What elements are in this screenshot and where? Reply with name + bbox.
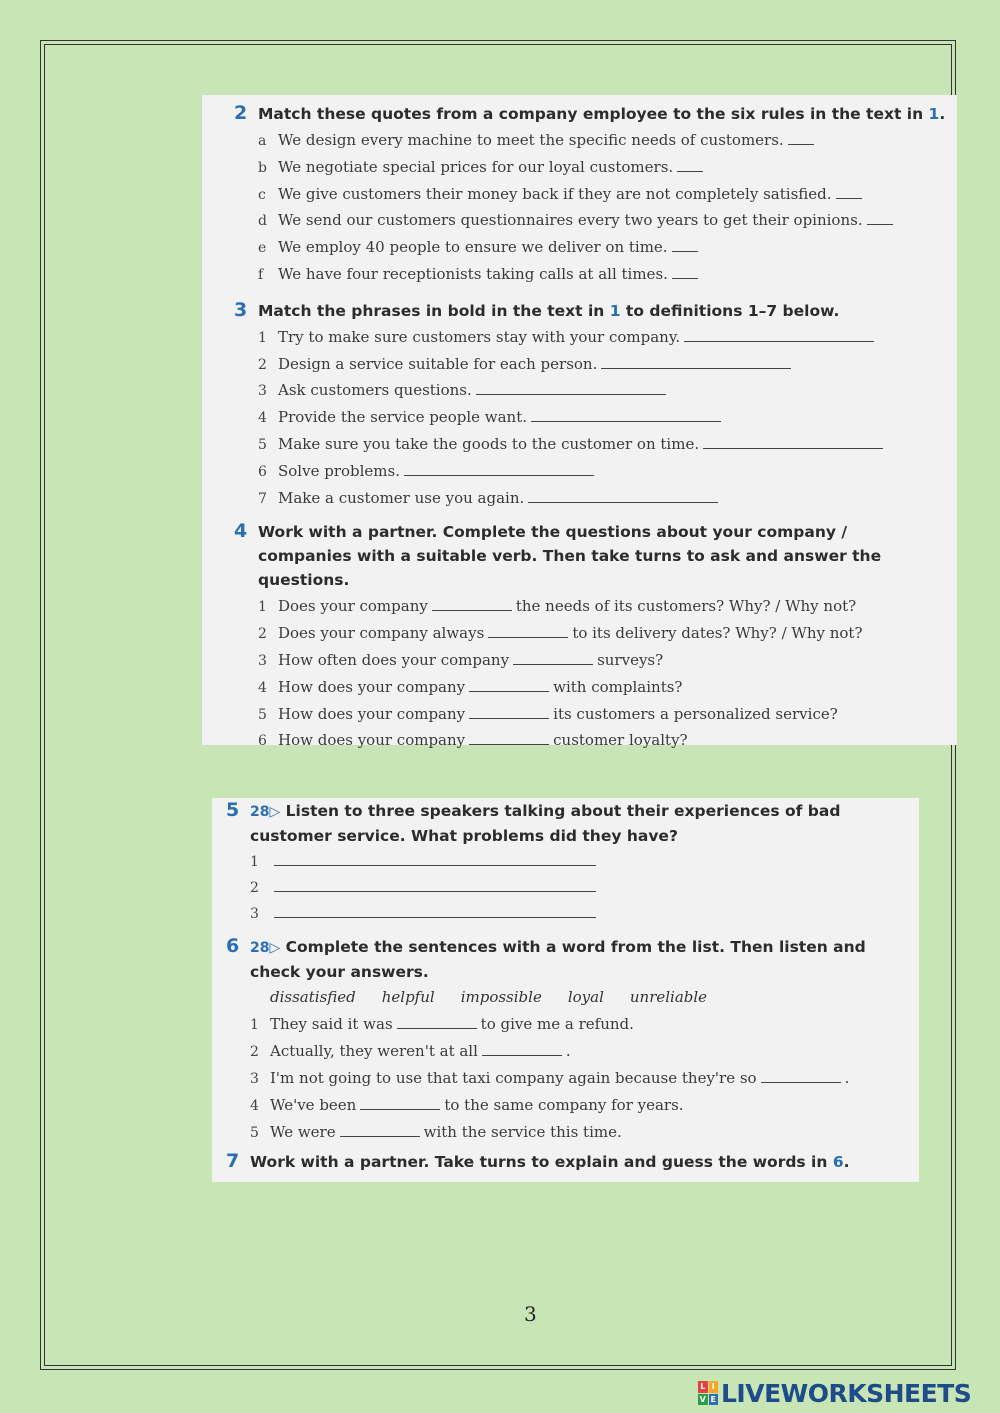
exercise-7 — [212, 1150, 919, 1174]
answer-blank[interactable] — [672, 237, 698, 252]
list-item: 4 We've been to the same company for years. — [250, 1095, 684, 1114]
exercise-2 — [202, 102, 957, 289]
list-item: 4 How does your company with complaints? — [258, 677, 683, 696]
exercise-number: 7 — [226, 1150, 240, 1173]
exercise-heading: 28▷ Complete the sentences with a word from the list. Then listen and check your answers. — [250, 938, 866, 982]
list-item: e We employ 40 people to ensure we deliver on time. — [258, 235, 957, 262]
list-item: a We design every machine to meet the specific needs of customers. — [258, 128, 957, 155]
list-item: b We negotiate special prices for our loyal customers. — [258, 155, 957, 182]
list-item: 2 — [250, 876, 919, 902]
answer-blank[interactable] — [488, 623, 568, 638]
answer-blank[interactable] — [788, 130, 814, 145]
exercise-heading: Match the phrases in bold in the text in 1 to definitions 1–7 below. — [258, 301, 840, 320]
answer-blank[interactable] — [684, 327, 874, 342]
exercise-number: 5 — [226, 799, 240, 821]
word-list — [250, 984, 919, 1010]
logo-letter: L — [698, 1381, 708, 1393]
exercise-number: 6 — [226, 935, 240, 958]
page-number: 3 — [524, 1302, 537, 1326]
list-item: 3 Ask customers questions. — [258, 378, 957, 405]
answer-blank[interactable] — [672, 264, 698, 279]
exercise-heading: Work with a partner. Take turns to explain and guess the words in 6. — [250, 1153, 850, 1172]
exercise-reference: 6 — [832, 1153, 844, 1172]
exercise-4 — [202, 520, 957, 755]
exercise-3 — [202, 299, 957, 513]
list-item: 3 — [250, 902, 919, 928]
exercise-heading: 28▷ Listen to three speakers talking about their experiences of bad customer service. What problems did they have? — [250, 802, 841, 845]
word-list-item: helpful — [381, 988, 435, 1007]
textbook-scan-bottom — [212, 798, 919, 1182]
exercise-5 — [212, 799, 919, 927]
audio-track-icon[interactable]: 28▷ — [250, 804, 281, 820]
list-item: 2 Does your company always to its delivery dates? Why? / Why not? — [258, 624, 863, 643]
exercise-reference: 1 — [928, 105, 940, 123]
list-item: 1 They said it was to give me a refund. — [250, 1015, 634, 1034]
answer-blank[interactable] — [432, 596, 512, 611]
list-item: d We send our customers questionnaires every two years to get their opinions. — [258, 208, 957, 235]
answer-blank[interactable] — [836, 184, 862, 199]
answer-blank[interactable] — [482, 1041, 562, 1056]
exercise-number: 4 — [234, 520, 248, 543]
logo-letter: E — [709, 1394, 719, 1406]
answer-blank[interactable] — [703, 434, 883, 449]
list-item: 5 How does your company its customers a personalized service? — [258, 704, 838, 723]
textbook-scan-top — [202, 95, 957, 750]
list-item: 5 We were with the service this time. — [250, 1122, 622, 1141]
answer-blank[interactable] — [867, 210, 893, 225]
answer-blank[interactable] — [601, 354, 791, 369]
list-item: 4 Provide the service people want. — [258, 405, 957, 432]
answer-blank[interactable] — [528, 488, 718, 503]
exercise-heading: Match these quotes from a company employee to the six rules in the text in 1. — [258, 105, 946, 123]
exercise-reference: 1 — [609, 301, 621, 320]
list-item: f We have four receptionists taking calls at all times. — [258, 262, 957, 289]
audio-track-icon[interactable]: 28▷ — [250, 940, 281, 957]
list-item: 6 Solve problems. — [258, 459, 957, 486]
answer-blank[interactable] — [469, 677, 549, 692]
list-item: 1 Does your company the needs of its customers? Why? / Why not? — [258, 597, 857, 616]
logo-letter: V — [699, 1394, 706, 1404]
answer-blank[interactable] — [513, 650, 593, 665]
logo-text: LIVEWORKSHEETS — [721, 1378, 972, 1408]
exercise-6 — [212, 935, 919, 1146]
word-list-item: unreliable — [629, 988, 708, 1007]
answer-blank[interactable] — [274, 903, 596, 918]
list-item: 2 Actually, they weren't at all . — [250, 1042, 571, 1061]
answer-blank[interactable] — [469, 704, 549, 719]
list-item: 3 How often does your company surveys? — [258, 650, 664, 669]
list-item: 6 How does your company customer loyalty? — [258, 731, 688, 750]
exercise-heading: Work with a partner. Complete the questions about your company / companies with a suitable verb. Then take turns to ask and answer the questions. — [258, 523, 882, 590]
word-list-item: loyal — [567, 988, 604, 1007]
word-list-item: dissatisfied — [270, 988, 356, 1007]
list-item: 5 Make sure you take the goods to the customer on time. — [258, 432, 957, 459]
exercise-number: 2 — [234, 102, 248, 124]
liveworksheets-logo — [698, 1378, 971, 1408]
answer-blank[interactable] — [404, 461, 594, 476]
exercise-number: 3 — [234, 298, 248, 321]
logo-letter: I — [709, 1381, 719, 1393]
answer-blank[interactable] — [677, 157, 703, 172]
list-item: c We give customers their money back if they are not completely satisfied. — [258, 182, 957, 209]
list-item: 3 I'm not going to use that taxi company again because they're so . — [250, 1068, 850, 1087]
answer-blank[interactable] — [469, 730, 549, 745]
answer-blank[interactable] — [397, 1014, 477, 1029]
answer-blank[interactable] — [531, 407, 721, 422]
answer-blank[interactable] — [274, 877, 596, 892]
answer-blank[interactable] — [761, 1068, 841, 1083]
answer-blank[interactable] — [360, 1095, 440, 1110]
answer-blank[interactable] — [340, 1122, 420, 1137]
word-list-item: impossible — [460, 988, 542, 1007]
logo-icon — [698, 1381, 718, 1405]
list-item: 1 Try to make sure customers stay with your company. — [258, 325, 957, 352]
list-item: 7 Make a customer use you again. — [258, 486, 957, 513]
answer-blank[interactable] — [476, 380, 666, 395]
answer-blank[interactable] — [274, 851, 596, 866]
list-item: 1 — [250, 850, 919, 876]
list-item: 2 Design a service suitable for each person. — [258, 352, 957, 379]
